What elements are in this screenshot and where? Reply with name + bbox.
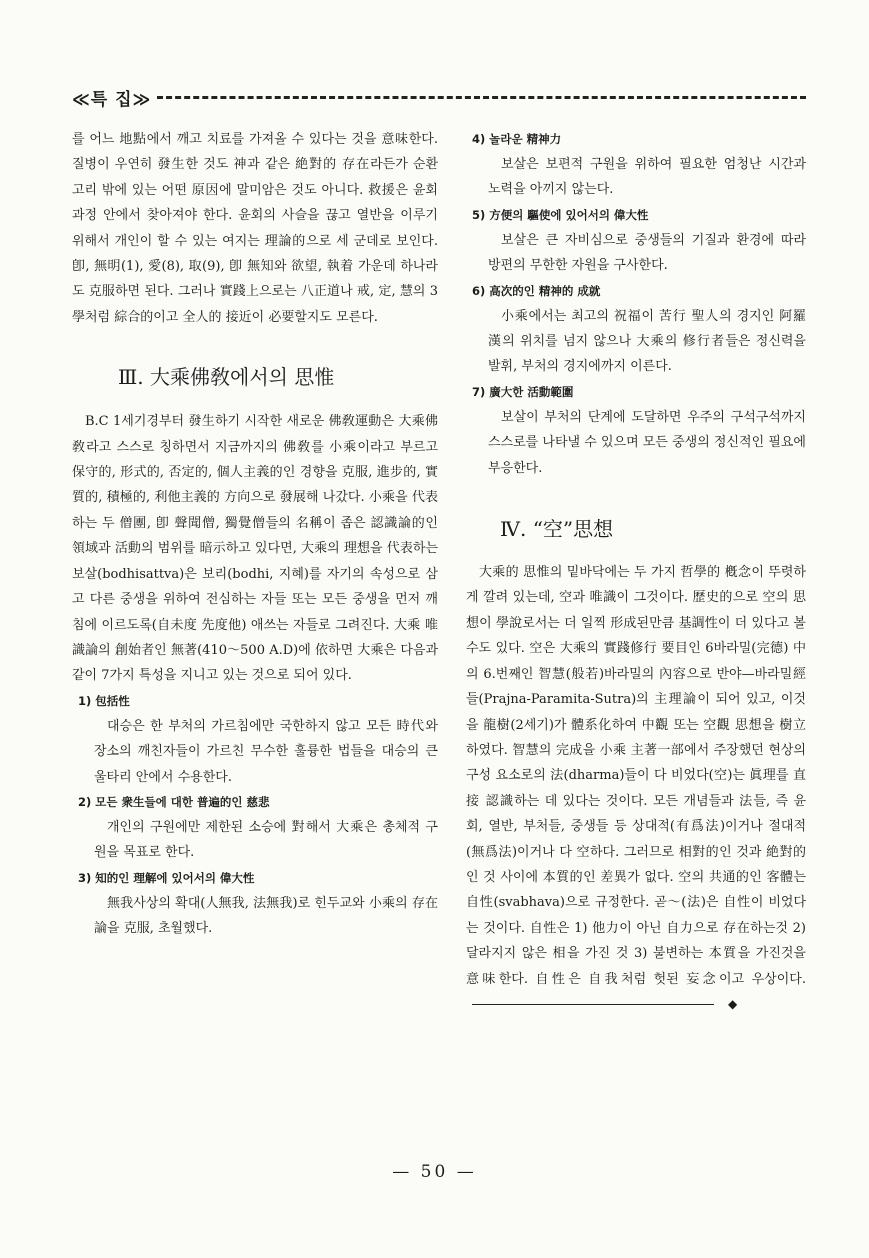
item-1 (72, 689, 438, 790)
item-title: 3) 知的인 理解에 있어서의 偉大性 (78, 870, 255, 885)
item-body: 보살은 큰 자비심으로 중생들의 기질과 환경에 따라 방편의 무한한 자원을 구사한다. (488, 232, 806, 274)
item-title: 7) 廣大한 活動範圍 (472, 384, 574, 399)
item-body: 대승은 한 부처의 가르침에만 국한하지 않고 모든 時代와 장소의 깨친자들이 가르친 무수한 훌륭한 법들을 대승의 큰 울타리 안에서 수용한다. (94, 718, 438, 785)
body-text: 大乘的 思惟의 밑바닥에는 두 가지 哲學的 槪念이 뚜렷하게 깔려 있는데, 空과 唯識이 그것이다. 歷史的으로 空의 思想이 學說로서는 더 일찍 形成된만큼 基調性이 더 있다고 볼 수도 있다. 空은 大乘의 實踐修行 要目인 6바라밀(完德) 中의 6.번째인 智慧(般若)바라밀의 內容으로 반야—바라밀經들(Prajna-Paramita-Sutra)의 主理論이 되어 있고, 이것을 龍樹(2세기)가 體系化하여 中觀 또는 空觀 思想을 樹立하였다. 智慧의 完成을 小乘 主著一部에서 주장했던 현상의 구성 요소로의 法(dharma)들이 다 비었다(空)는 眞理를 直接 認識하는 데 있다는 것이다. 모든 개념들과 法들, 즉 윤회, 열반, 부처들, 중생들 등 상대적(有爲法)이거나 절대적(無爲法)이거나 다 空하다. 그러므로 相對的인 것과 絶對的인 것 사이에 本質的인 差異가 없다. 空의 共通的인 客體는 自性(svabhava)으로 규정한다. 곧～(法)은 自性이 비었다는 것이다. 自性은 1) 他力이 아닌 自力으로 存在하는것 2) 달라지지 않은 相을 가진 것 3) 불변하는 本質을 가진것을 意味한다. 自性은 自我처럼 헛된 妄念이고 우상이다. (466, 565, 806, 987)
section-title-3: Ⅲ. 大乘佛敎에서의 思惟 (118, 365, 335, 390)
item-body: 보살이 부처의 단계에 도달하면 우주의 구석구석까지 스스로를 나타낼 수 있으며 모든 중생의 정신적인 필요에 부응한다. (488, 409, 806, 476)
item-title: 2) 모든 衆生들에 대한 普遍的인 慈悲 (78, 794, 270, 809)
item-3 (72, 866, 438, 942)
item-title: 4) 놀라운 精神力 (472, 132, 562, 146)
left-column (72, 127, 438, 942)
header-dashed-rule (157, 96, 806, 99)
item-4 (466, 127, 806, 203)
item-body: 無我사상의 확대(人無我, 法無我)로 힌두교와 小乘의 存在論을 克服, 초월했다. (94, 895, 438, 937)
item-body: 小乘에서는 최고의 祝福이 苦行 聖人의 경지인 阿羅漢의 위치를 넘지 않으나 大乘의 修行者들은 정신력을 발휘, 부처의 경지에까지 이른다. (488, 308, 806, 375)
item-body: 보살은 보편적 구원을 위하여 필요한 엄청난 시간과 노력을 아끼지 않는다. (488, 157, 806, 198)
end-diamond-icon: ◆ (728, 996, 738, 1011)
item-7 (466, 380, 806, 481)
body-paragraph (466, 560, 806, 1018)
right-column (466, 127, 806, 1018)
item-5 (466, 203, 806, 279)
continued-paragraph: 를 어느 地點에서 깨고 치료를 가져올 수 있다는 것을 意味한다. 질병이 우연히 發生한 것도 神과 같은 絶對的 存在라든가 순환 고리 밖에 있는 어떤 原因에 말미암은 것도 아니다. 救援은 윤회 과정 안에서 찾아져야 한다. 윤회의 사슬을 끊고 열반을 이루기 위해서 개인이 할 수 있는 여지는 理論的으로 세 군데로 보인다. 卽, 無明(1), 愛(8), 取(9), 卽 無知와 欲望, 執着 가운데 하나라도 克服하면 된다. 그러나 實踐上으로는 八正道나 戒, 定, 慧의 3學처럼 綜合的이고 全人的 接近이 必要할지도 모른다. (72, 132, 438, 325)
intro-paragraph: B.C 1세기경부터 發生하기 시작한 새로운 佛敎運動은 大乘佛敎라고 스스로 칭하면서 지금까지의 佛敎를 小乘이라고 부르고 保守的, 形式的, 否定的, 個人主義的인 경향을 克服, 進步的, 實質的, 積極的, 利他主義的 方向으로 發展해 나갔다. 小乘을 代表하는 두 僧團, 卽 聲聞僧, 獨覺僧들의 名稱이 좁은 認識論的인 領域과 活動의 범위를 暗示하고 있다면, 大乘의 理想을 代表하는 보살(bodhisattva)은 보리(bodhi, 지혜)를 자기의 속성으로 삼고 다른 중생을 위하여 전심하는 자들 또는 모든 중생을 먼저 깨침에 이르도록(自未度 先度他) 애쓰는 자들로 그려진다. 大乘 唯識論의 創始者인 無著(410～500 A.D)에 依하면 大乘은 다음과 같이 7가지 특성을 지니고 있는 것으로 되어 있다. (72, 414, 438, 684)
item-title: 5) 方便의 驅使에 있어서의 偉大性 (472, 207, 649, 222)
item-6 (466, 279, 806, 380)
end-rule (472, 1004, 714, 1005)
page-number: — 50 — (392, 1162, 477, 1182)
page-header (72, 84, 806, 110)
item-body: 개인의 구원에만 제한된 소승에 對해서 大乘은 총체적 구원을 목표로 한다. (94, 819, 438, 861)
header-label: ≪특 집≫ (72, 89, 152, 110)
section-title-4: Ⅳ. “空”思想 (500, 517, 614, 542)
item-title: 1) 包括性 (78, 693, 130, 708)
item-2 (72, 790, 438, 866)
item-title: 6) 高次的인 精神的 成就 (472, 283, 601, 298)
